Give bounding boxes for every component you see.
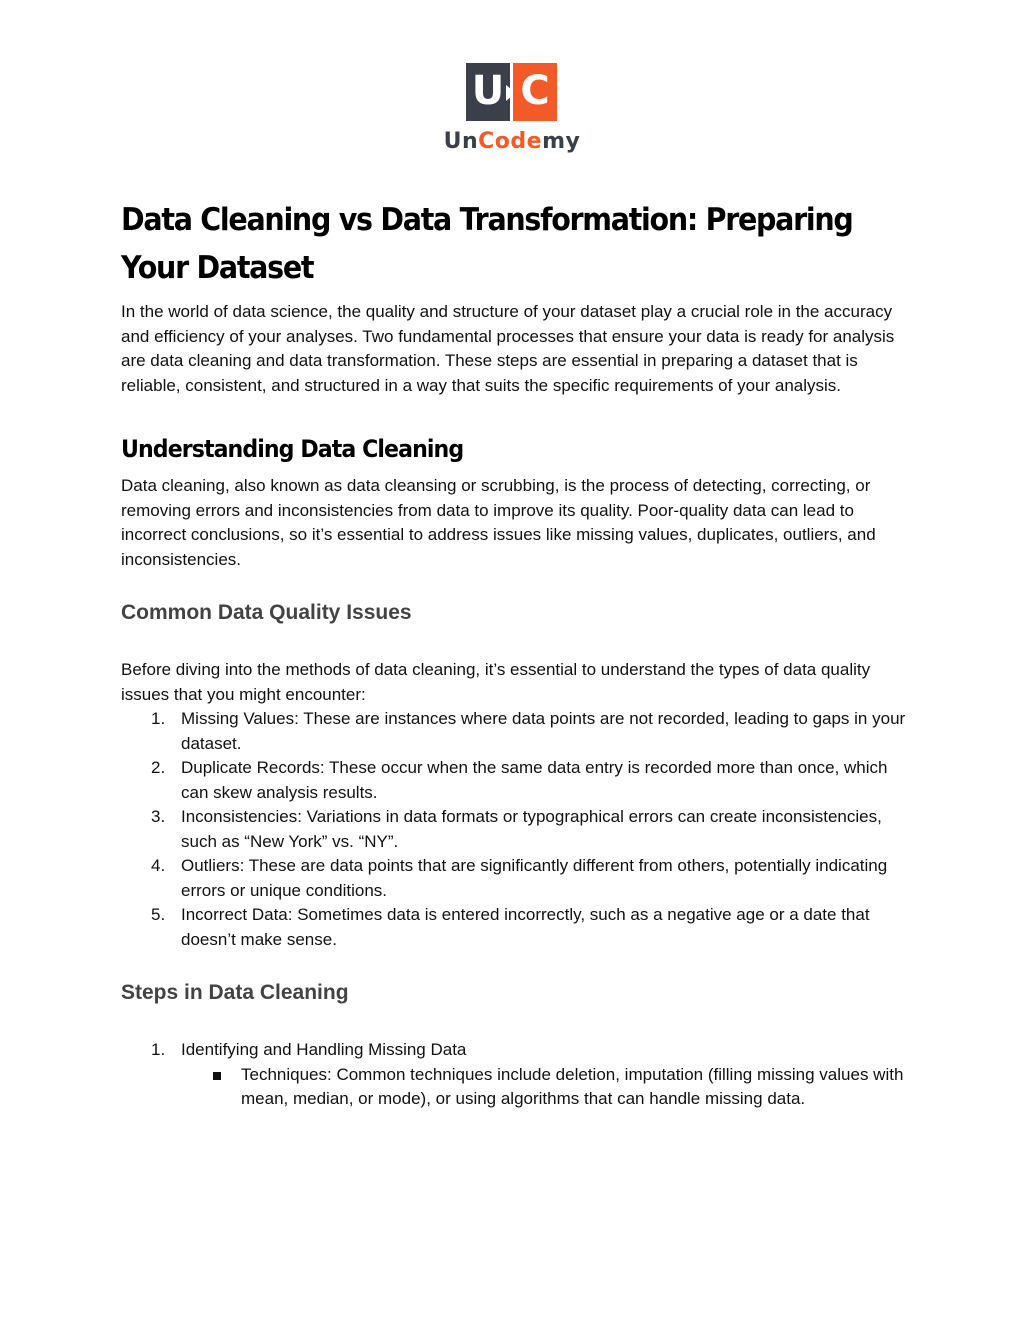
logo-mark [466, 63, 558, 123]
list-item: 4. Outliers: These are data points that are significantly different from others, potentially indicating errors or unique conditions. [151, 856, 888, 900]
document-title: Data Cleaning vs Data Transformation: Preparing Your Dataset [121, 202, 853, 286]
document-body [121, 196, 911, 1112]
square-bullet-icon [213, 1072, 221, 1080]
data-cleaning-paragraph: Data cleaning, also known as data cleansing or scrubbing, is the process of detecting, correcting, or removing errors and inconsistencies from data to improve its quality. Poor-quality data can lead to incorrect conclusions, so it’s essential to address issues like missing values, duplicates, outliers, and inconsistencies. [121, 476, 876, 569]
list-item: 1. Identifying and Handling Missing Data [151, 1040, 467, 1059]
logo-tile-u: U [466, 63, 510, 121]
list-item: 5. Incorrect Data: Sometimes data is entered incorrectly, such as a negative age or a date that doesn’t make sense. [151, 905, 870, 949]
issues-list [121, 707, 911, 952]
issues-lead-paragraph: Before diving into the methods of data cleaning, it’s essential to understand the types of data quality issues that you might encounter: [121, 660, 871, 704]
steps-sub-list [121, 1063, 911, 1112]
subheading-steps: Steps in Data Cleaning [121, 981, 349, 1004]
logo-wordmark: UnCodemy [443, 129, 581, 154]
sub-list-item: Techniques: Common techniques include deletion, imputation (filling missing values with mean, median, or mode), or using algorithms that can handle missing data. [121, 1063, 911, 1112]
steps-list [121, 1038, 911, 1063]
uncodemy-logo [436, 63, 588, 159]
section-heading-data-cleaning: Understanding Data Cleaning [121, 435, 464, 463]
list-item: 2. Duplicate Records: These occur when the same data entry is recorded more than once, which can skew analysis results. [151, 758, 888, 802]
subheading-common-issues: Common Data Quality Issues [121, 601, 412, 624]
logo-tile-c: C [513, 63, 557, 121]
list-item: 3. Inconsistencies: Variations in data formats or typographical errors can create inconsistencies, such as “New York” vs. “NY”. [151, 807, 882, 851]
list-item: 1. Missing Values: These are instances where data points are not recorded, leading to gaps in your dataset. [151, 709, 906, 753]
intro-paragraph: In the world of data science, the quality and structure of your dataset play a crucial role in the accuracy and efficiency of your analyses. Two fundamental processes that ensure your data is ready for analysis are data cleaning and data transformation. These steps are essential in preparing a dataset that is reliable, consistent, and structured in a way that suits the specific requirements of your analysis. [121, 302, 895, 395]
